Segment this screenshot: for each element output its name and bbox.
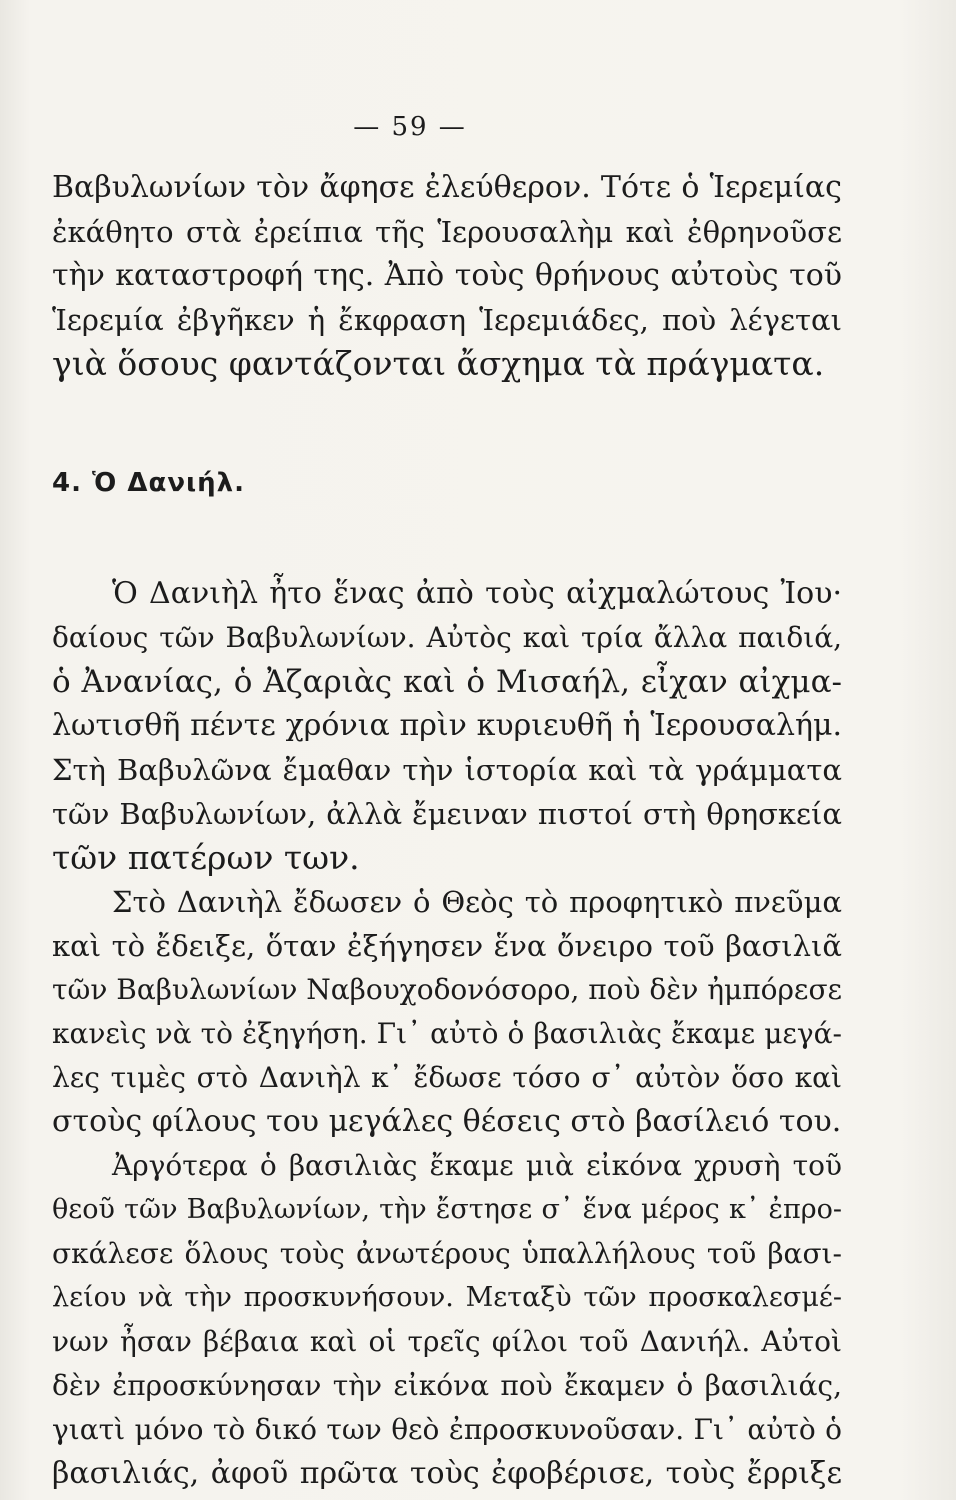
- text-line: Ἀργότερα ὁ βασιλιὰς ἔκαμε μιὰ εἰκόνα χρυσὴ τοῦ: [112, 1149, 842, 1182]
- paragraph-1: [52, 166, 842, 386]
- text-line: Ἱερεμία ἐβγῆκεν ἡ ἔκφραση Ἱερεμιάδες, ποὺ λέγεται: [52, 303, 842, 337]
- page-number: — 59 —: [353, 112, 467, 142]
- text-line: Στὸ Δανιὴλ ἔδωσεν ὁ Θεὸς τὸ προφητικὸ πνεῦμα: [112, 885, 842, 919]
- text-line: βασιλιάς, ἀφοῦ πρῶτα τοὺς ἐφοβέρισε, τοὺς ἔρριξε: [52, 1456, 842, 1491]
- text-line: κανεὶς νὰ τὸ ἐξηγήση. Γι᾽ αὐτὸ ὁ βασιλιὰς ἔκαμε μεγά-: [52, 1017, 842, 1050]
- text-line: λωτισθῆ πέντε χρόνια πρὶν κυριευθῆ ἡ Ἱερουσαλήμ.: [52, 708, 842, 743]
- text-line: καὶ τὸ ἔδειξε, ὅταν ἐξήγησεν ἕνα ὄνειρο τοῦ βασιλιᾶ: [52, 929, 842, 963]
- body-text: [52, 572, 842, 1496]
- text-line: σκάλεσε ὅλους τοὺς ἀνωτέρους ὑπαλλήλους τοῦ βασι-: [52, 1237, 842, 1270]
- text-line: ὁ Ἀνανίας, ὁ Ἀζαριὰς καὶ ὁ Μισαήλ, εἶχαν αἰχμα-: [52, 664, 842, 700]
- text-line: γιατὶ μόνο τὸ δικό των θεὸ ἐπροσκυνοῦσαν. Γι᾽ αὐτὸ ὁ: [52, 1413, 842, 1446]
- paragraph-2: [52, 572, 842, 880]
- paragraph-4: [52, 1144, 842, 1496]
- text-line: Ὁ Δανιὴλ ἦτο ἕνας ἀπὸ τοὺς αἰχμαλώτους Ἰου·: [112, 576, 842, 611]
- section-heading: 4. Ὁ Δανιήλ.: [52, 468, 245, 498]
- text-line: δαίους τῶν Βαβυλωνίων. Αὐτὸς καὶ τρία ἄλλα παιδιά,: [52, 621, 842, 654]
- text-line: θεοῦ τῶν Βαβυλωνίων, τὴν ἔστησε σ᾽ ἕνα μέρος κ᾽ ἐπρο-: [52, 1194, 842, 1225]
- text-line: Βαβυλωνίων τὸν ἄφησε ἐλεύθερον. Τότε ὁ Ἱερεμίας: [52, 170, 842, 205]
- text-line: ἐκάθητο στὰ ἐρείπια τῆς Ἱερουσαλὴμ καὶ ἐθρηνοῦσε: [52, 215, 842, 249]
- text-line: δὲν ἐπροσκύνησαν τὴν εἰκόνα ποὺ ἔκαμεν ὁ βασιλιάς,: [52, 1369, 842, 1402]
- text-line: στοὺς φίλους του μεγάλες θέσεις στὸ βασίλειό του.: [52, 1104, 842, 1139]
- text-line: τῶν Βαβυλωνίων Ναβουχοδονόσορο, ποὺ δὲν ἠμπόρεσε: [52, 973, 842, 1006]
- text-line: τὴν καταστροφή της. Ἀπὸ τοὺς θρήνους αὐτοὺς τοῦ: [52, 258, 842, 293]
- text-line: Στὴ Βαβυλῶνα ἔμαθαν τὴν ἱστορία καὶ τὰ γράμματα: [52, 753, 842, 787]
- text-line: γιὰ ὅσους φαντάζονται ἄσχημα τὰ πράγματα.: [52, 344, 825, 383]
- text-line: τῶν πατέρων των.: [52, 838, 360, 877]
- paragraph-3: [52, 880, 842, 1144]
- text-line: λείου νὰ τὴν προσκυνήσουν. Μεταξὺ τῶν προσκαλεσμέ-: [52, 1282, 842, 1313]
- text-line: τῶν Βαβυλωνίων, ἀλλὰ ἔμειναν πιστοί στὴ θρησκεία: [52, 797, 842, 831]
- text-line: νων ἦσαν βέβαια καὶ οἱ τρεῖς φίλοι τοῦ Δανιήλ. Αὐτοὶ: [52, 1325, 842, 1358]
- text-line: λες τιμὲς στὸ Δανιὴλ κ᾽ ἔδωσε τόσο σ᾽ αὐτὸν ὅσο καὶ: [52, 1061, 842, 1094]
